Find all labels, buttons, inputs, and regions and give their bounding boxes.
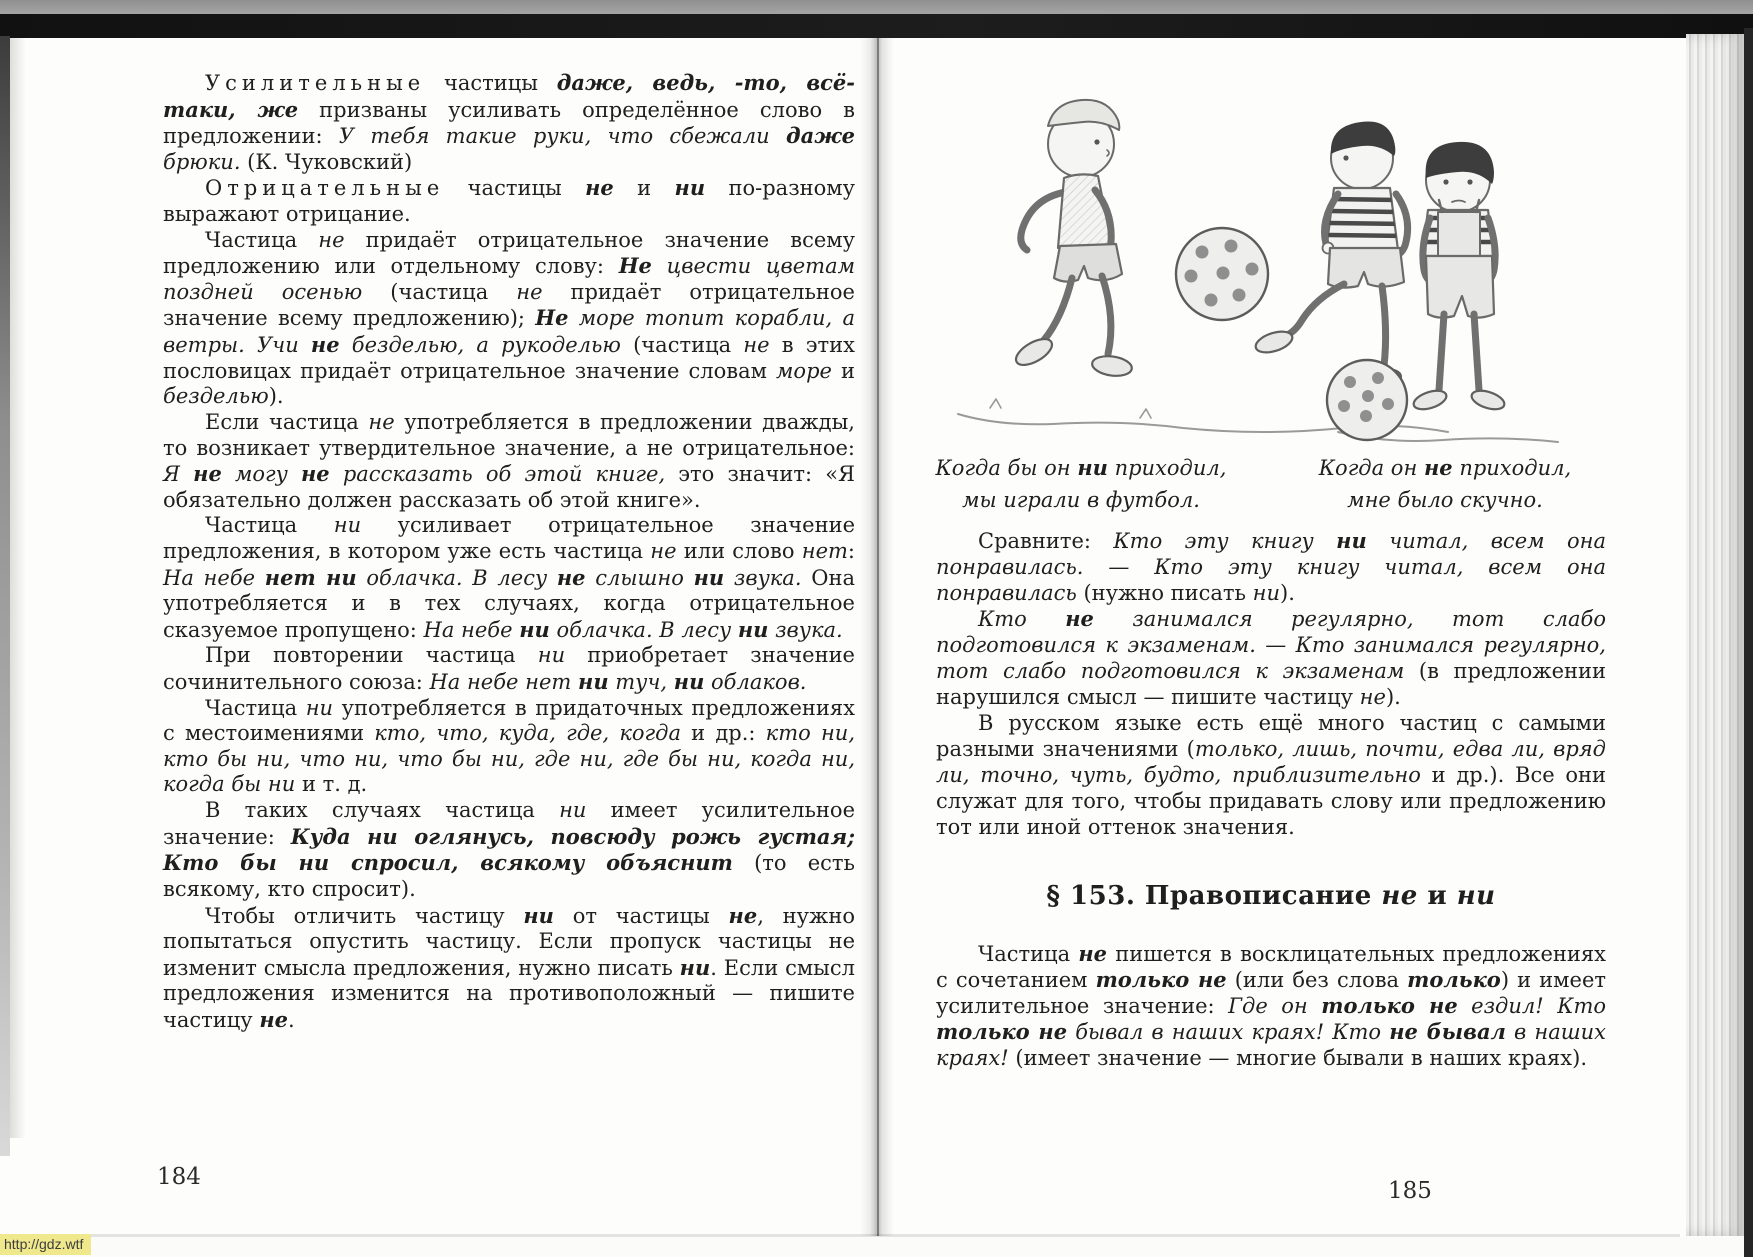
text-segment: звука.: [768, 617, 843, 642]
caption-line: [1284, 452, 1606, 485]
text-segment: не бывал: [1389, 1018, 1506, 1044]
text-segment: пишется в восклицательных предложениях с сочетанием: [936, 941, 1607, 992]
text-segment: употребляется в придаточных предложениях с местоимениями: [163, 695, 856, 746]
text-segment: и: [1417, 881, 1457, 912]
text-segment: не: [585, 175, 614, 201]
bottom-scan-strip: [0, 1237, 1744, 1257]
text-segment: У тебя такие руки, что сбежали: [338, 124, 786, 149]
text-segment: усиливает отрицательное значение предложения, в котором уже есть частица: [163, 513, 855, 563]
text-segment: бывал в наших краях! Кто: [1067, 1019, 1390, 1044]
text-segment: Кто эту книгу: [1113, 529, 1337, 553]
text-segment: придаёт отрицательное значение всему предложению);: [163, 279, 855, 331]
children-playing-football-drawing: [930, 62, 1610, 452]
text-segment: ни: [693, 564, 725, 590]
text-segment: не: [1359, 685, 1386, 710]
text-segment: только, лишь, почти, едва ли, вряд ли, точно, чуть, будто, приблизительно: [936, 737, 1606, 788]
text-segment: ни: [1456, 881, 1496, 912]
text-segment: (К. Чуковский): [240, 149, 413, 174]
text-segment: На небе нет: [429, 670, 579, 695]
text-segment: ни: [578, 669, 609, 695]
paragraph: [163, 696, 855, 798]
text-segment: мы играли в футбол.: [962, 487, 1200, 512]
text-segment: § 153. Правописание: [1046, 881, 1382, 912]
text-segment: нет: [801, 538, 848, 563]
right-page-lower-paragraphs: [936, 941, 1606, 1071]
text-segment: ) и имеет усилительное значение:: [936, 967, 1606, 1018]
text-segment: ).: [268, 384, 284, 409]
text-segment: Куда ни оглянусь, повсюду рожь густая; Кто бы ни спросил, всякому объяснит: [163, 823, 855, 876]
text-segment: Отрицательные: [205, 176, 445, 201]
text-segment: не: [743, 333, 770, 358]
text-segment: не: [301, 461, 330, 487]
text-segment: ).: [1280, 581, 1295, 606]
text-segment: Когда он: [1318, 456, 1424, 480]
text-segment: мне было скучно.: [1347, 487, 1543, 512]
text-segment: рассказать об этой книге,: [329, 462, 666, 487]
text-segment: ни: [1336, 528, 1367, 553]
text-segment: не: [318, 227, 345, 252]
text-segment: не: [728, 902, 758, 928]
text-segment: облачка. В лесу: [356, 565, 557, 590]
watermark-url: http://gdz.wtf: [0, 1234, 91, 1255]
text-segment: .: [288, 1007, 295, 1032]
text-segment: Где он: [1228, 993, 1322, 1018]
text-segment: читал, всем она понравилась. — Кто эту книгу читал, всем она понравилась: [936, 529, 1606, 606]
text-segment: В таких случаях частица: [205, 798, 560, 823]
text-segment: приходил,: [1452, 456, 1572, 480]
text-segment: Я: [163, 462, 194, 487]
section-heading: [936, 880, 1606, 912]
text-segment: только не: [1095, 966, 1227, 992]
text-segment: и: [613, 176, 675, 201]
text-segment: Частица: [978, 941, 1079, 966]
caption-left: [912, 452, 1250, 516]
text-segment: в этих пословицах придаёт отрицательное значение словам: [163, 333, 855, 383]
text-segment: безделью, а рукоделью: [339, 333, 621, 358]
text-segment: ни: [673, 669, 705, 695]
text-segment: Кто: [978, 607, 1066, 632]
text-segment: Когда бы он: [935, 456, 1078, 480]
paragraph: [163, 798, 855, 902]
text-segment: ни: [559, 798, 587, 823]
page-bottom-shadow: [40, 1234, 1680, 1237]
text-segment: и т. д.: [295, 772, 368, 797]
paragraph: [163, 513, 855, 643]
text-segment: кто ни, кто бы ни, что ни, что бы ни, где ни, где бы ни, когда ни, когда бы ни: [163, 721, 855, 797]
text-segment: Она употребляется и в тех случаях, когда отрицательное сказуемое пропущено:: [163, 565, 855, 642]
paragraph: [936, 606, 1606, 710]
text-segment: звука.: [724, 565, 802, 590]
text-segment: не: [193, 461, 222, 487]
text-segment: ни: [537, 643, 566, 668]
text-segment: не: [310, 332, 340, 358]
text-segment: ни: [1252, 581, 1281, 606]
text-segment: (частица: [620, 333, 744, 358]
paragraph: [163, 228, 855, 410]
text-segment: (частица: [362, 279, 517, 304]
text-segment: Не: [535, 305, 569, 331]
text-segment: В русском языке есть ещё много частиц с самыми разными значениями (: [936, 711, 1606, 762]
text-segment: ни: [737, 616, 769, 642]
text-segment: и: [831, 358, 856, 383]
text-segment: Частица: [205, 695, 306, 720]
caption-line: [912, 452, 1250, 485]
text-segment: слышно: [585, 565, 694, 590]
paragraph: [163, 643, 855, 695]
text-segment: придаёт отрицательное значение всему предложению или отдельному слову:: [163, 227, 855, 279]
page-number-right: 185: [1388, 1178, 1432, 1204]
right-page-text-column: [936, 528, 1606, 1071]
text-segment: (или без слова: [1226, 967, 1408, 992]
text-segment: Усилительные: [205, 71, 426, 95]
text-segment: туч,: [608, 670, 674, 695]
paragraph: [163, 175, 855, 227]
text-segment: могу: [221, 462, 301, 487]
text-segment: ни: [523, 902, 554, 928]
right-page-upper-paragraphs: [936, 528, 1606, 840]
text-segment: частицы: [425, 71, 557, 95]
text-segment: не: [368, 409, 395, 434]
text-segment: облаков.: [704, 670, 807, 695]
text-segment: и др.:: [680, 721, 766, 746]
binding-gutter-shadow: [860, 38, 894, 1236]
text-segment: от частицы: [553, 903, 729, 928]
text-segment: . Если смысл предложения изменится на противоположный — пишите частицу: [163, 955, 855, 1032]
text-segment: не: [556, 564, 586, 590]
text-segment: приходил,: [1107, 456, 1227, 480]
book-page-stack-edges: [1686, 34, 1744, 1236]
left-page-edge-highlight: [10, 38, 26, 1138]
text-segment: , нужно попытаться опустить частицу. Если пропуск частицы не изменит смысла предложения, нужно писать: [163, 903, 855, 980]
text-segment: ни: [679, 954, 711, 980]
text-segment: ездил! Кто: [1457, 993, 1607, 1018]
text-segment: безделью: [163, 384, 269, 409]
text-segment: по-разному выражают отрицание.: [163, 176, 855, 227]
text-segment: На небе: [423, 617, 520, 642]
text-segment: нет ни: [264, 564, 357, 590]
text-segment: не: [650, 538, 677, 563]
text-segment: ).: [1385, 685, 1401, 710]
paragraph: [936, 710, 1606, 840]
text-segment: частицы: [444, 176, 586, 201]
text-segment: не: [1078, 940, 1108, 966]
text-segment: :: [847, 538, 855, 563]
text-segment: даже: [786, 123, 855, 149]
text-segment: брюки.: [163, 149, 241, 174]
text-segment: Сравните:: [978, 529, 1114, 553]
paragraph: [163, 410, 855, 513]
book-cover-edge: [1744, 28, 1753, 1257]
text-segment: не: [1065, 606, 1094, 632]
text-segment: приобретает значение сочинительного союза:: [163, 643, 855, 695]
caption-line: [1284, 485, 1606, 517]
text-segment: кто, что, куда, где, когда: [374, 721, 681, 746]
text-segment: употребляется в предложении дважды, то возникает утвердительное значение, а не отрицательное:: [163, 409, 855, 460]
paragraph: [163, 70, 855, 175]
text-segment: ни: [305, 695, 334, 720]
left-page-edge-shadow: [0, 36, 10, 1156]
text-segment: море топит корабли, а ветры. Учи: [163, 306, 855, 358]
text-segment: При повторении частица: [205, 643, 538, 668]
text-segment: это значит: «Я обязательно должен рассказать об этой книге».: [163, 462, 856, 512]
text-segment: не: [1423, 455, 1453, 480]
text-segment: цвести цветам поздней осенью: [163, 254, 855, 304]
text-segment: и др.). Все они служат для того, чтобы придавать слову или предложению тот или иной оттенок значения.: [936, 763, 1606, 840]
text-segment: даже, ведь, -то, всё-таки, же: [163, 70, 855, 122]
text-segment: облачка. В лесу: [549, 617, 738, 642]
text-segment: море: [776, 358, 832, 383]
text-segment: Частица: [205, 513, 334, 538]
text-segment: занимался регулярно, тот слабо подготовился к экзаменам. — Кто занимался регулярно, тот слабо подготовился к экзаменам: [936, 607, 1606, 684]
scanner-top-black-bar: [0, 14, 1753, 38]
text-segment: (нужно писать: [1076, 581, 1253, 606]
text-segment: Если частица: [205, 409, 369, 434]
text-segment: ни: [333, 513, 362, 538]
text-segment: (в предложении нарушился смысл — пишите частицу: [936, 659, 1606, 710]
text-segment: в наших краях!: [936, 1019, 1607, 1070]
text-segment: ни: [519, 616, 550, 642]
left-page-text-column: [163, 70, 855, 1034]
text-segment: или слово: [676, 538, 802, 563]
caption-line: [912, 485, 1250, 517]
text-segment: не: [1381, 881, 1418, 912]
text-segment: ни: [674, 175, 706, 201]
text-segment: Не: [618, 253, 652, 279]
text-segment: призваны усиливать определённое слово в предложении:: [163, 97, 855, 149]
paragraph: [936, 941, 1606, 1071]
text-segment: только не: [1321, 992, 1458, 1018]
text-segment: имеет усилительное значение:: [163, 798, 855, 849]
paragraph: [936, 528, 1606, 606]
page-number-left: 184: [157, 1164, 201, 1190]
caption-right: [1284, 452, 1606, 516]
text-segment: (то есть всякому, кто спросит).: [163, 851, 855, 901]
text-segment: только: [1407, 966, 1501, 992]
text-segment: Частица: [205, 227, 319, 252]
paragraph: [163, 903, 855, 1034]
text-segment: не: [259, 1006, 288, 1032]
text-segment: только не: [936, 1018, 1068, 1044]
text-segment: (имеет значение — многие бывали в наших краях).: [1008, 1045, 1587, 1070]
text-segment: На небе: [163, 565, 265, 590]
text-segment: Чтобы отличить частицу: [205, 903, 524, 928]
text-segment: не: [516, 279, 543, 304]
text-segment: ни: [1077, 455, 1108, 480]
